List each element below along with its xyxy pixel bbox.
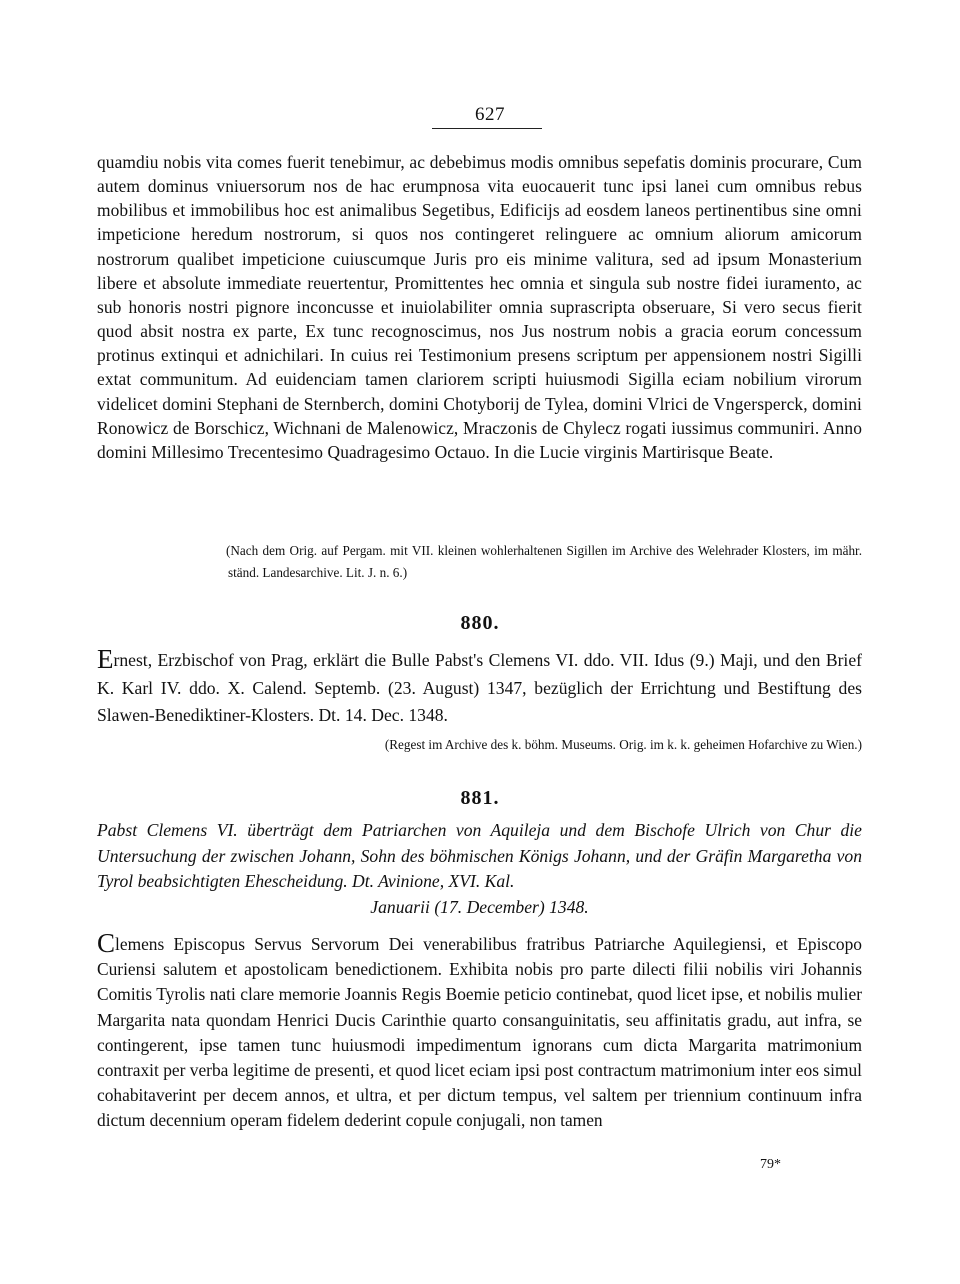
charter-881-text <box>97 930 862 1134</box>
dropcap-880: E <box>97 644 114 674</box>
regest-880-text: rnest, Erzbischof von Prag, erklärt die Bulle Pabst's Clemens VI. ddo. VII. Idus (9.) Maji, und den Brief K. Karl IV. ddo. X. Calend. Septemb. (23. August) 1347, bezüglich der Errichtung und Bestiftung des Slawen-Benediktiner-Klosters. Dt. 14. Dec. 1348. <box>97 650 862 725</box>
regest-881-date: Januarii (17. December) 1348. <box>370 896 589 917</box>
printer-signature: 79* <box>760 1157 781 1172</box>
page-number-rule <box>432 128 542 129</box>
document-number-881: 881. <box>460 787 500 809</box>
regest-880 <box>97 646 862 730</box>
charter-continuation-text: quamdiu nobis vita comes fuerit tenebimur, ac debebimus modis omnibus sepefatis dominis procurare, Cum autem dominus vniuersorum nos de hac erumpnosa vita euocauerit tunc ipsi lanei cum omnibus rebus mobilibus et immobilibus hoc est animalibus Segetibus, Edificijs ad eosdem laneos pertinentibus sine omni impeticione heredum nostrorum, si quos nos contingeret relinguere ac omnium aliorum amicorum nostrorum qualibet impeticione cuiuscumque Juris pro eis minime valitura, sed ad ipsum Monasterium libere et absolute immediate reuertentur, Promittentes hec omnia et singula sub nostre fidei iuramento, ac sub honoris nostri pignore inconcusse et inuiolabiliter omnia suprascripta obseruare, Si vero secus fierit quod absit nostra ex parte, Ex tunc recognoscimus, nos Jus nostrum nobis a gracia eorum concessum protinus extinqui et adnichilari. In cuius rei Testimonium presens scriptum per appensionem nostri Sigilli extat communitum. Ad euidenciam tamen clariorem scripti huiusmodi Sigilla eciam nobilium virorum videlicet domini Stephani de Sternberch, domini Chotyborij de Tylea, domini Vlrici de Vngersperck, domini Ronowicz de Borschicz, Wichnani de Malenowicz, Mraczonis de Chylecz rogati iussimus communiri. Anno domini Millesimo Trecentesimo Quadragesimo Octauo. In die Lucie virginis Martirisque Beate. <box>97 152 862 462</box>
charter-881-body: lemens Episcopus Servus Servorum Dei venerabilibus fratribus Patriarche Aquilegiensi, et Episcopo Curiensi salutem et apostolicam benedictionem. Exhibita nobis pro parte dilecti filii nobilis viri Johannis Comitis Tyrolis nati clare memorie Joannis Regis Boemie peticio continebat, quod licet ipse, et nobilis mulier Margarita nata quondam Henrici Ducis Carinthie quarto consanguinitatis, seu affinitatis gradu, aut infra, se contingerent, ipse tamen tunc huiusmodi impedimentum ignorans cum dicta Margarita matrimonium contraxit per verba legitime de presenti, et quod licet eciam ipsi post contractum matrimonium inter eos simul cohabitaverint per decem annos, et ultra, et per dictum tempus, vel saltem per triennium continuum infra dictum decennium operam fidelem dederint copule conjugali, non tamen <box>97 934 862 1131</box>
source-note-879: (Nach dem Orig. auf Pergam. mit VII. kleinen wohlerhaltenen Sigillen im Archive des Welehrader Klosters, im mähr. ständ. Landesarchive. Lit. J. n. 6.) <box>226 543 862 580</box>
regest-881 <box>97 818 862 920</box>
regest-881-text: Pabst Clemens VI. überträgt dem Patriarchen von Aquileja und dem Bischofe Ulrich von Chur die Untersuchung der zwischen Johann, Sohn des böhmischen Königs Johann, und der Gräfin Margaretha von Tyrol beabsichtigten Ehescheidung. Dt. Avinione, XVI. Kal. <box>97 820 862 891</box>
dropcap-881: C <box>97 928 116 958</box>
source-note-880: (Regest im Archive des k. böhm. Museums. Orig. im k. k. geheimen Hofarchive zu Wien.) <box>384 737 862 752</box>
page-number: 627 <box>475 104 505 125</box>
document-number-880: 880. <box>460 612 500 634</box>
